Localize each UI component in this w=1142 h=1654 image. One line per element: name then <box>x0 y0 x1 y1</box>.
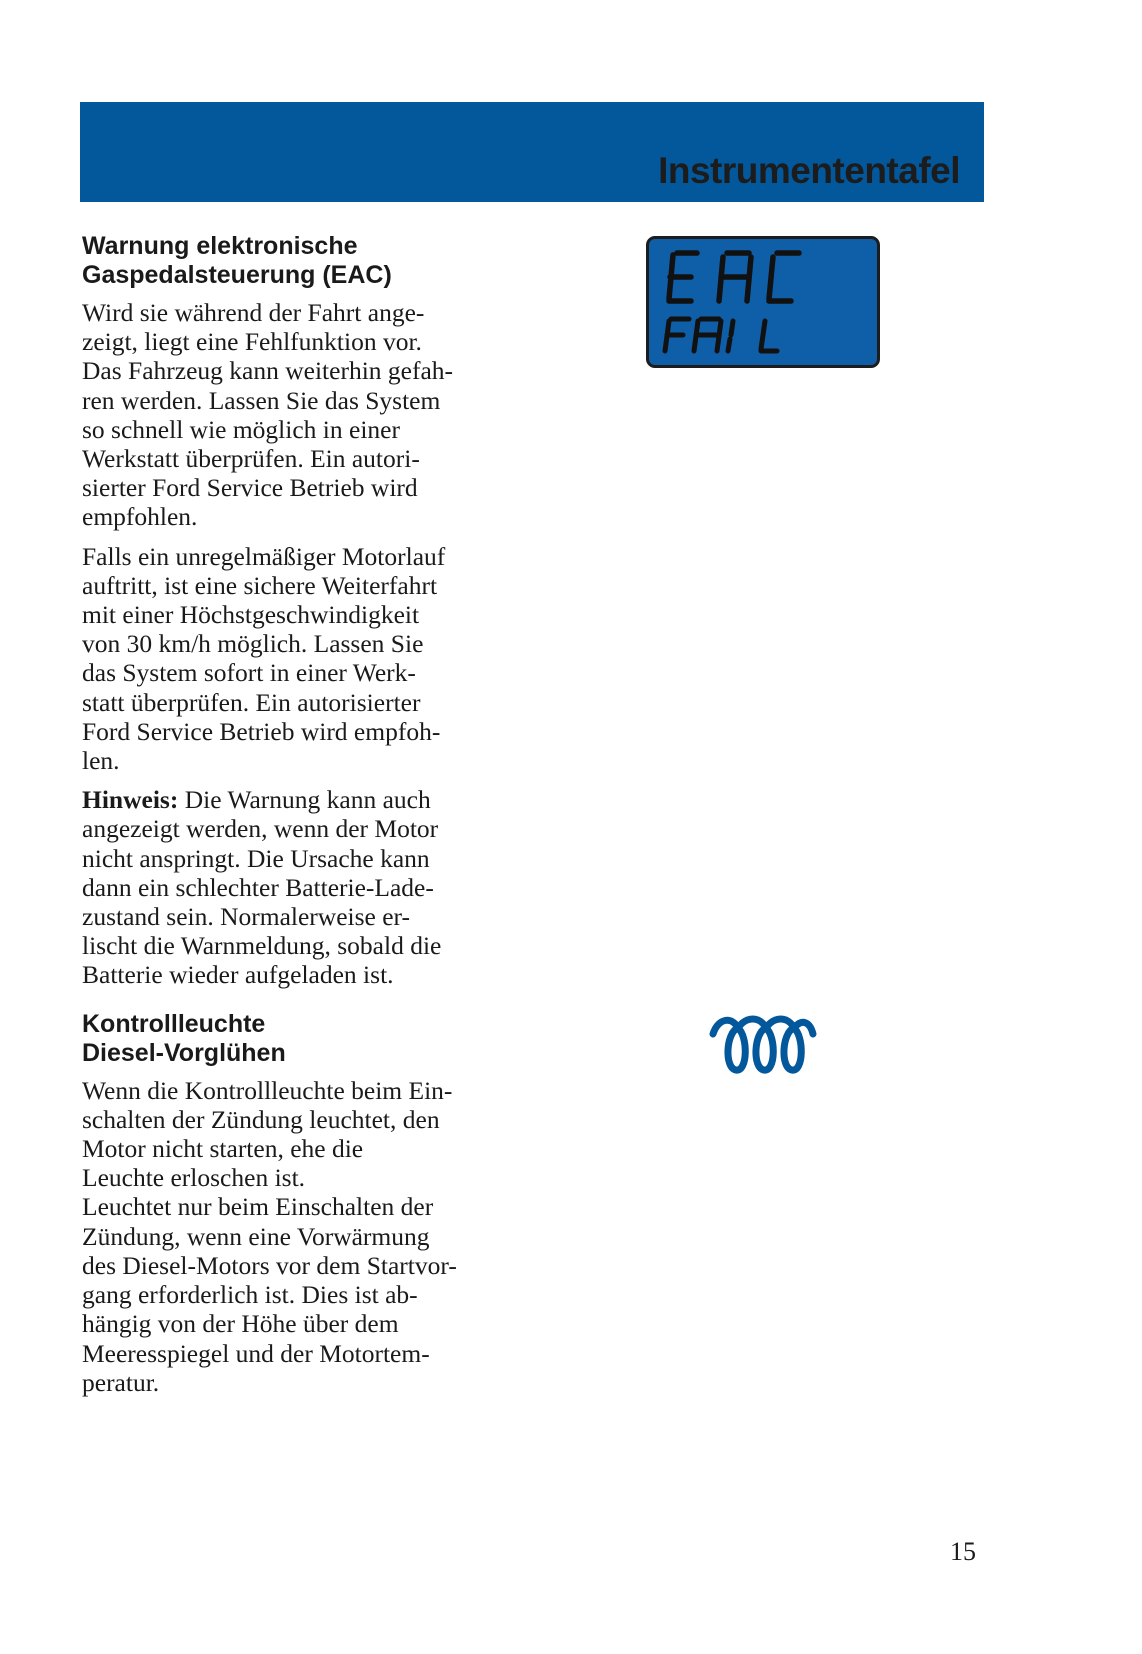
page-title: Instrumententafel <box>658 150 960 191</box>
note-text: Die Warnung kann auch angezeigt werden, wenn der Motor nicht anspringt. Die Ursache kann dann ein schlechter Batterie-Lade- zustand sein. Normalerweise er- lischt die Warnmeldung, sobald die Batterie wieder aufgeladen ist. <box>82 785 442 990</box>
glow-plug-icon <box>708 1010 818 1078</box>
eac-fail-display-icon <box>646 236 880 368</box>
glow-plug-heading-line2: Diesel-Vorglühen <box>82 1038 286 1067</box>
eac-warning-paragraph-1: Wird sie während der Fahrt ange- zeigt, liegt eine Fehlfunktion vor. Das Fahrzeug kann weiterhin gefah- ren werden. Lassen Sie das System so schnell wie möglich in einer Werkstatt überprüfen. Ein autori- sierter Ford Service Betrieb wird empfohlen. <box>82 298 454 532</box>
page-number: 15 <box>950 1537 976 1566</box>
note-label: Hinweis: <box>82 785 179 815</box>
eac-warning-note <box>82 785 532 989</box>
glow-plug-heading-line1: Kontrollleuchte <box>82 1009 266 1038</box>
glow-plug-paragraph: Wenn die Kontrollleuchte beim Ein- schalten der Zündung leuchtet, den Motor nicht starten, ehe die Leuchte erloschen ist. Leuchtet nur beim Einschalten der Zündung, wenn eine Vorwärmung des Diesel-Motors vor dem Startvor- gang erforderlich ist. Dies ist ab- hängig von der Höhe über dem Meeresspiegel und der Motortem- peratur. <box>82 1075 457 1397</box>
eac-warning-heading <box>82 232 532 290</box>
eac-warning-heading-line1: Warnung elektronische <box>82 232 358 260</box>
fail-line-segments <box>665 319 777 351</box>
eac-line-segments <box>669 253 799 301</box>
eac-warning-paragraph-2: Falls ein unregelmäßiger Motorlauf auftritt, ist eine sichere Weiterfahrt mit einer Höchstgeschwindigkeit von 30 km/h möglich. Lassen Sie das System sofort in einer Werk- statt überprüfen. Ein autorisierter Ford Service Betrieb wird empfoh- len. <box>82 541 446 776</box>
eac-fail-segments <box>649 239 877 365</box>
glow-plug-heading <box>82 1010 532 1068</box>
eac-warning-heading-line2: Gaspedalsteuerung (EAC) <box>82 261 392 289</box>
header-band <box>80 102 984 202</box>
text-column <box>82 232 532 1407</box>
